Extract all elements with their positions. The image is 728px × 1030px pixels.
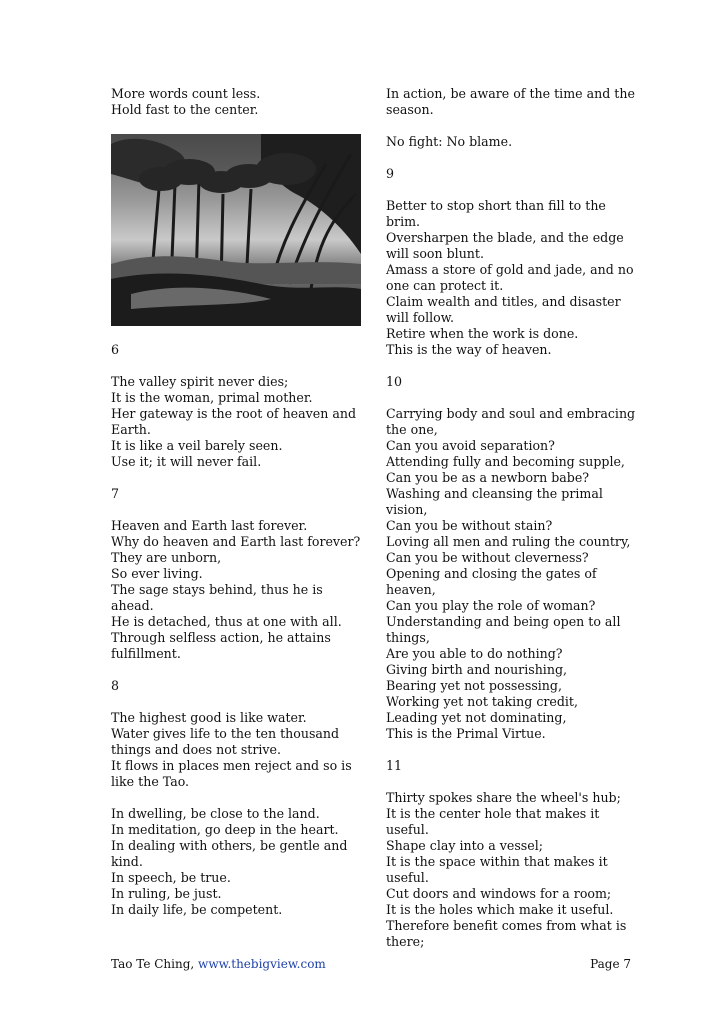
text-line: It is the space within that makes it [386, 854, 608, 869]
text-line: The valley spirit never dies; [111, 374, 289, 389]
text-line: Bearing yet not possessing, [386, 678, 562, 693]
text-line: This is the Primal Virtue. [386, 726, 546, 741]
chapter-9-text [386, 198, 634, 358]
text-line: like the Tao. [111, 774, 190, 789]
text-line: They are unborn, [111, 550, 222, 565]
text-line: In meditation, go deep in the heart. [111, 822, 339, 837]
text-line: season. [386, 102, 434, 117]
text-line: Can you be without stain? [386, 518, 553, 533]
text-line: Water gives life to the ten thousand [111, 726, 340, 741]
website-link[interactable]: www.thebigview.com [198, 957, 326, 971]
text-line: Can you avoid separation? [386, 438, 555, 453]
intro-lines [111, 86, 351, 118]
text-line: Retire when the work is done. [386, 326, 579, 341]
trees-photo [111, 134, 361, 326]
text-line: The highest good is like water. [111, 710, 307, 725]
text-line: useful. [386, 822, 429, 837]
text-line: Earth. [111, 422, 151, 437]
text-line: Cut doors and windows for a room; [386, 886, 612, 901]
text-line: Giving birth and nourishing, [386, 662, 568, 677]
text-line: He is detached, thus at one with all. [111, 614, 342, 629]
text-line: In ruling, be just. [111, 886, 222, 901]
text-line: In action, be aware of the time and the [386, 86, 635, 101]
chapter-10-text [386, 406, 636, 742]
text-line: No fight: No blame. [386, 134, 513, 149]
footer-book-title: Tao Te Ching, [111, 957, 199, 971]
text-line: there; [386, 934, 425, 949]
text-line: In dealing with others, be gentle and [111, 838, 348, 853]
text-line: Thirty spokes share the wheel's hub; [386, 790, 621, 805]
chapter-6-number: 6 [111, 342, 120, 357]
text-line: Why do heaven and Earth last forever? [111, 534, 361, 549]
chapter-8-number: 8 [111, 678, 120, 693]
text-line: In dwelling, be close to the land. [111, 806, 320, 821]
text-line: It is the center hole that makes it [386, 806, 600, 821]
text-line: Can you play the role of woman? [386, 598, 596, 613]
text-line: It flows in places men reject and so is [111, 758, 352, 773]
text-line: Oversharpen the blade, and the edge [386, 230, 624, 245]
text-line: It is the holes which make it useful. [386, 902, 614, 917]
footer-title [111, 956, 326, 972]
text-line: useful. [386, 870, 429, 885]
text-line: Claim wealth and titles, and disaster [386, 294, 621, 309]
text-line: In daily life, be competent. [111, 902, 283, 917]
page-number: Page 7 [590, 957, 631, 971]
text-line: Use it; it will never fail. [111, 454, 262, 469]
text-line: Leading yet not dominating, [386, 710, 567, 725]
text-line: vision, [386, 502, 428, 517]
text-line: Are you able to do nothing? [386, 646, 563, 661]
text-line: Better to stop short than fill to the [386, 198, 606, 213]
text-line: Her gateway is the root of heaven and [111, 406, 357, 421]
text-line: It is the woman, primal mother. [111, 390, 313, 405]
text-line: Shape clay into a vessel; [386, 838, 543, 853]
chapter-7-text [111, 518, 361, 662]
text-line: things and does not strive. [111, 742, 281, 757]
text-line: This is the way of heaven. [386, 342, 552, 357]
trees-photo-image [111, 134, 361, 326]
text-line: heaven, [386, 582, 436, 597]
text-line: Can you be without cleverness? [386, 550, 589, 565]
text-line: Loving all men and ruling the country, [386, 534, 631, 549]
text-line: Washing and cleansing the primal [386, 486, 603, 501]
text-line: Amass a store of gold and jade, and no [386, 262, 634, 277]
text-line: brim. [386, 214, 421, 229]
text-line: Opening and closing the gates of [386, 566, 597, 581]
text-line: So ever living. [111, 566, 203, 581]
right-column [386, 86, 636, 950]
left-column [111, 86, 361, 918]
text-line: will soon blunt. [386, 246, 484, 261]
text-line: things, [386, 630, 430, 645]
chapter-7-number: 7 [111, 486, 120, 501]
text-line: will follow. [386, 310, 455, 325]
text-line: fulfillment. [111, 646, 181, 661]
text-line: Carrying body and soul and embracing [386, 406, 636, 421]
text-line: Attending fully and becoming supple, [386, 454, 625, 469]
text-line: Understanding and being open to all [386, 614, 621, 629]
text-line: Can you be as a newborn babe? [386, 470, 590, 485]
chapter-11-number: 11 [386, 758, 403, 773]
text-line: It is like a veil barely seen. [111, 438, 283, 453]
text-line: Working yet not taking credit, [386, 694, 578, 709]
text-line: In speech, be true. [111, 870, 231, 885]
chapter-6-text [111, 374, 357, 470]
text-line: More words count less. [111, 86, 261, 101]
chapter-9-number: 9 [386, 166, 395, 181]
text-line: Hold fast to the center. [111, 102, 259, 117]
text-line: Heaven and Earth last forever. [111, 518, 308, 533]
text-line: one can protect it. [386, 278, 504, 293]
text-line: The sage stays behind, thus he is [111, 582, 323, 597]
text-line: ahead. [111, 598, 154, 613]
chapter-8-continued [386, 86, 635, 150]
text-line: Through selfless action, he attains [111, 630, 331, 645]
chapter-11-text [386, 790, 628, 950]
chapter-8-text-a [111, 710, 351, 790]
text-line: the one, [386, 422, 438, 437]
chapter-10-number: 10 [386, 374, 403, 389]
text-line: Therefore benefit comes from what is [386, 918, 627, 933]
chapter-8-text-b [111, 806, 351, 918]
text-line: kind. [111, 854, 143, 869]
